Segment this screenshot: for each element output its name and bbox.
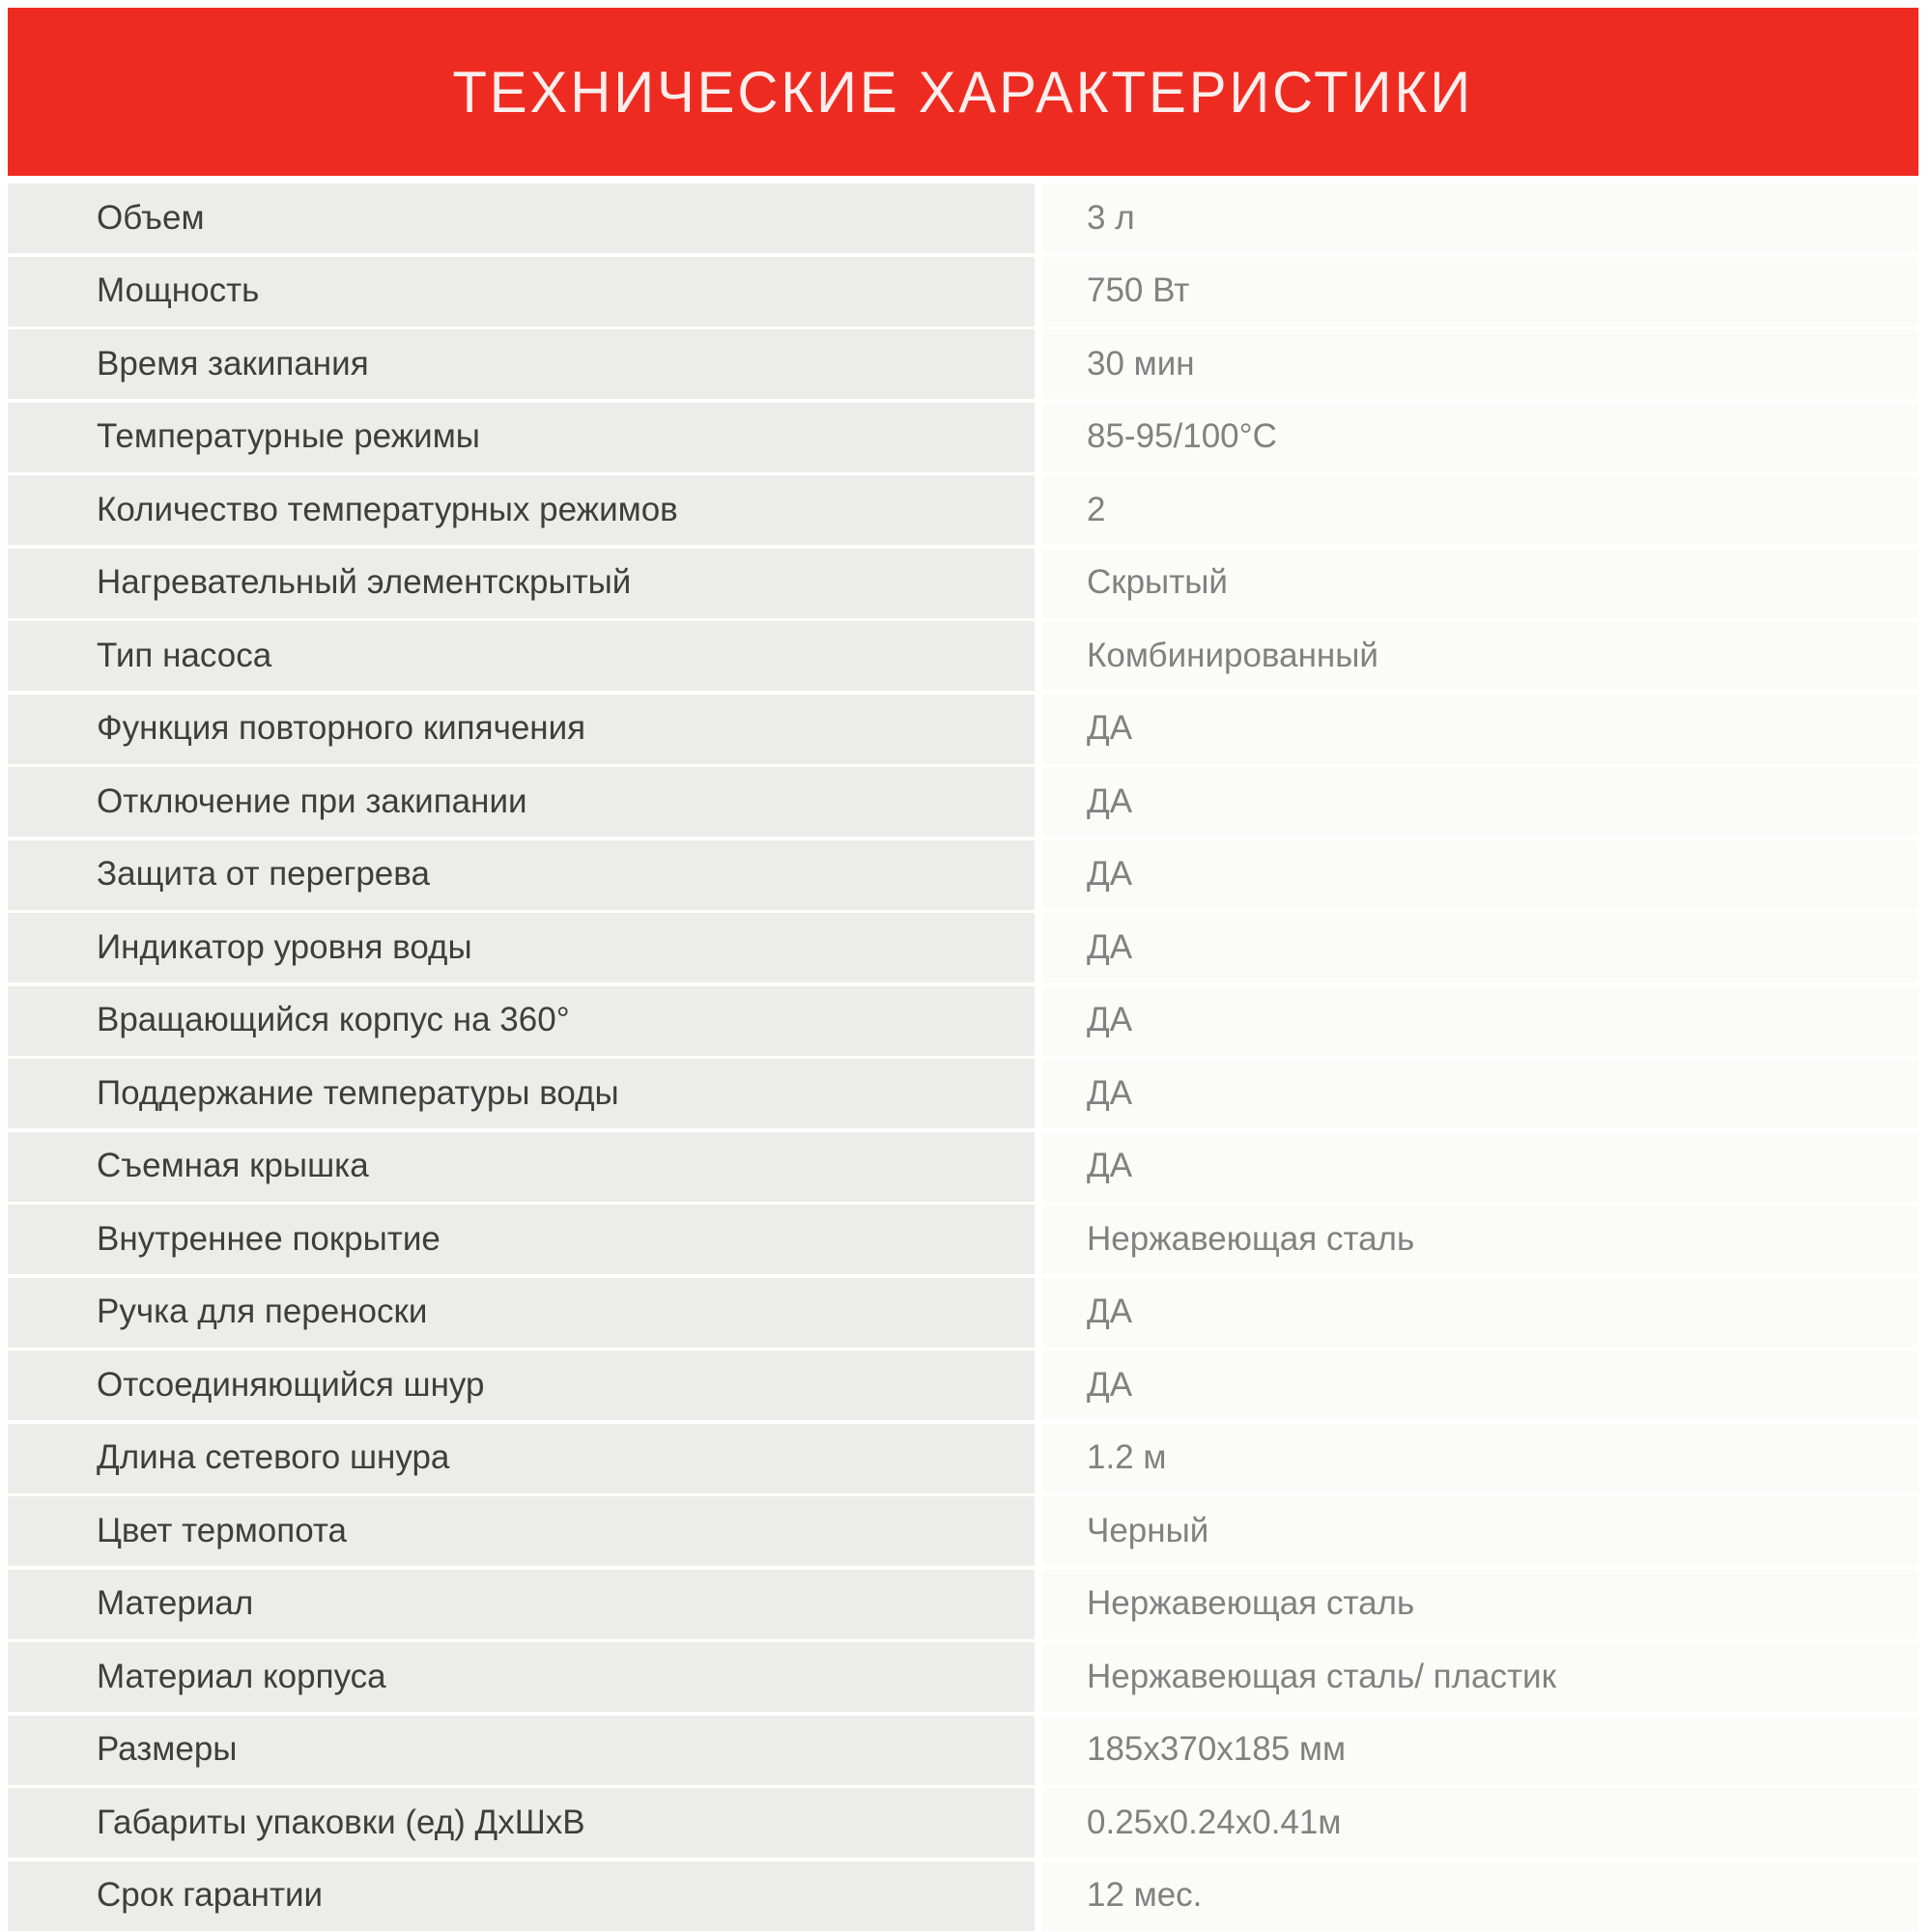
header-banner <box>8 8 1918 176</box>
spec-value: ДА <box>1042 1132 1918 1202</box>
spec-value: Комбинированный <box>1042 621 1918 691</box>
spec-value: Скрытый <box>1042 549 1918 618</box>
spec-value: ДА <box>1042 840 1918 910</box>
table-row <box>8 1350 1918 1420</box>
spec-value: ДА <box>1042 1059 1918 1128</box>
spec-label: Внутреннее покрытие <box>8 1205 1035 1274</box>
table-row <box>8 1059 1918 1128</box>
spec-label: Отсоединяющийся шнур <box>8 1350 1035 1420</box>
table-row <box>8 257 1918 327</box>
spec-value: 750 Вт <box>1042 257 1918 327</box>
table-row <box>8 1424 1918 1493</box>
table-row <box>8 1570 1918 1639</box>
table-row <box>8 1278 1918 1348</box>
spec-value: ДА <box>1042 913 1918 982</box>
table-row <box>8 986 1918 1056</box>
spec-value: ДА <box>1042 767 1918 837</box>
spec-label: Материал <box>8 1570 1035 1639</box>
table-row <box>8 1132 1918 1202</box>
table-row <box>8 695 1918 764</box>
spec-table <box>8 184 1918 1931</box>
spec-label: Съемная крышка <box>8 1132 1035 1202</box>
spec-value: 2 <box>1042 475 1918 545</box>
table-row <box>8 1716 1918 1785</box>
spec-value: Нержавеющая сталь <box>1042 1205 1918 1274</box>
table-row <box>8 184 1918 253</box>
spec-value: 30 мин <box>1042 329 1918 399</box>
table-row <box>8 403 1918 472</box>
spec-label: Размеры <box>8 1716 1035 1785</box>
table-row <box>8 329 1918 399</box>
table-row <box>8 1496 1918 1566</box>
spec-value: ДА <box>1042 695 1918 764</box>
spec-label: Температурные режимы <box>8 403 1035 472</box>
spec-value: 1.2 м <box>1042 1424 1918 1493</box>
spec-value: 185х370х185 мм <box>1042 1716 1918 1785</box>
spec-label: Материал корпуса <box>8 1642 1035 1712</box>
spec-label: Функция повторного кипячения <box>8 695 1035 764</box>
spec-value: ДА <box>1042 1278 1918 1348</box>
table-row <box>8 1642 1918 1712</box>
table-row <box>8 1788 1918 1858</box>
table-row <box>8 913 1918 982</box>
spec-label: Вращающийся корпус на 360° <box>8 986 1035 1056</box>
spec-value: Нержавеющая сталь <box>1042 1570 1918 1639</box>
spec-value: 85-95/100°С <box>1042 403 1918 472</box>
table-row <box>8 621 1918 691</box>
table-row <box>8 549 1918 618</box>
spec-label: Количество температурных режимов <box>8 475 1035 545</box>
spec-value: ДА <box>1042 986 1918 1056</box>
page-title: ТЕХНИЧЕСКИЕ ХАРАКТЕРИСТИКИ <box>452 59 1474 125</box>
spec-label: Индикатор уровня воды <box>8 913 1035 982</box>
spec-value: Нержавеющая сталь/ пластик <box>1042 1642 1918 1712</box>
spec-label: Отключение при закипании <box>8 767 1035 837</box>
spec-label: Время закипания <box>8 329 1035 399</box>
table-frame <box>8 8 1918 1932</box>
spec-value: Черный <box>1042 1496 1918 1566</box>
spec-label: Мощность <box>8 257 1035 327</box>
spec-label: Ручка для переноски <box>8 1278 1035 1348</box>
spec-label: Нагревательный элементскрытый <box>8 549 1035 618</box>
spec-label: Габариты упаковки (ед) ДхШхВ <box>8 1788 1035 1858</box>
spec-label: Защита от перегрева <box>8 840 1035 910</box>
table-row <box>8 1205 1918 1274</box>
spec-value: 0.25х0.24х0.41м <box>1042 1788 1918 1858</box>
spec-value: 12 мес. <box>1042 1861 1918 1931</box>
table-row <box>8 767 1918 837</box>
spec-label: Тип насоса <box>8 621 1035 691</box>
table-row <box>8 840 1918 910</box>
spec-label: Длина сетевого шнура <box>8 1424 1035 1493</box>
table-row <box>8 1861 1918 1931</box>
table-row <box>8 475 1918 545</box>
spec-label: Объем <box>8 184 1035 253</box>
spec-label: Цвет термопота <box>8 1496 1035 1566</box>
spec-label: Поддержание температуры воды <box>8 1059 1035 1128</box>
spec-value: 3 л <box>1042 184 1918 253</box>
spec-label: Срок гарантии <box>8 1861 1035 1931</box>
spec-value: ДА <box>1042 1350 1918 1420</box>
